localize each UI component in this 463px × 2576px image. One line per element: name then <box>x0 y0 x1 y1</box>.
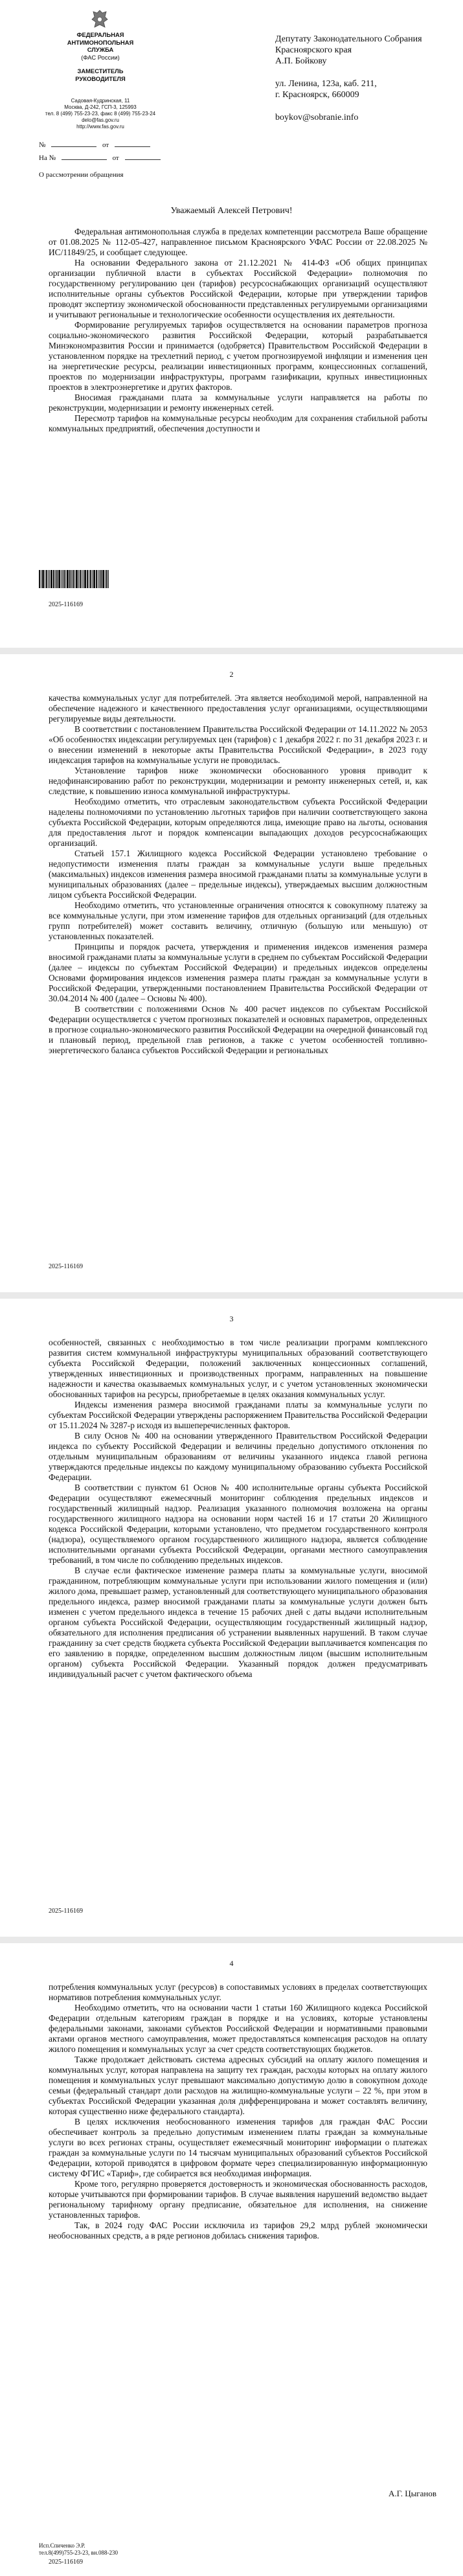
recipient-line: Депутату Законодательного Собрания <box>275 34 422 44</box>
org-address <box>39 98 162 130</box>
document-barcode <box>39 570 136 588</box>
paragraph: В силу Основ № 400 на основании утвержденного Правительством Российской Федерации индекса по субъекту Российской Федерации и величины предельно допустимого отклонения по отдельным муниципальным образованиям от величины указанного индекса главой региона утверждаются предельные индексы по каждому муниципальному образованию субъекта Российской Федерации. <box>49 1431 427 1482</box>
reg-number-label: № <box>39 141 46 149</box>
paragraph: Кроме того, регулярно проверяется достоверность и экономическая обоснованность расходов, которые учитываются при формировании тарифов. В случае выявления нарушений ведомство выдает региональному тарифному органу предписание, обязательное для исполнения, на снижение установленных тарифов. <box>49 2179 427 2220</box>
document-number: 2025-116169 <box>49 601 83 608</box>
paragraph: Индексы изменения размера вносимой гражданами платы за коммунальные услуги по субъектам Российской Федерации утверждены распоряжением Правительства Российской Федерации от 15.11.2024 № 3287-р исходя из вышеперечисленных факторов. <box>49 1400 427 1430</box>
address-line: Садовая-Кудринская, 11 <box>71 98 130 104</box>
coat-of-arms-emblem <box>91 9 109 30</box>
recipient-email: boykov@sobranie.info <box>275 113 359 122</box>
paragraph: Формирование регулируемых тарифов осуществляется на основании параметров прогноза социально-экономического развития Российской Федерации, который разрабатывается Минэкономразвития России и принимается (одобряется) Правительством Российской Федерации в установленном порядке на трехлетний период, с учетом прогнозируемой инфляции и изменения цен на энергетические ресурсы, реализации инвестиционных программ, концессионных соглашений, проектов по модернизации инфраструктуры, программ газификации, крупных инвестиционных проектов в электроэнергетике и других факторов. <box>49 320 427 392</box>
address-line: тел. 8 (499) 755-23-23, факс 8 (499) 755-23-24 <box>45 111 156 117</box>
page-2-body <box>49 693 427 1056</box>
salutation: Уважаемый Алексей Петрович! <box>170 206 293 216</box>
registration-line <box>39 141 150 149</box>
org-line: ФЕДЕРАЛЬНАЯ <box>76 31 124 38</box>
executor-info <box>39 2542 118 2557</box>
page-number: 2 <box>229 670 234 679</box>
page-4-body <box>49 1982 427 2241</box>
org-position <box>39 67 162 82</box>
page-1-body <box>49 227 427 434</box>
paragraph: Необходимо отметить, что на основании части 1 статьи 160 Жилищного кодекса Российской Федерации отдельным категориям граждан в порядке и на условиях, которые установлены федеральными законами, законами субъектов Российской Федерации и нормативными правовыми актами органов местного самоуправления, может предоставляться компенсация расходов на оплату жилого помещения и коммунальных услуг за счет средств соответствующих бюджетов. <box>49 2003 427 2054</box>
page-number: 4 <box>229 1959 234 1968</box>
letter-page-3 <box>0 1299 463 1937</box>
document-number: 2025-116169 <box>49 1263 83 1270</box>
paragraph: Необходимо отметить, что установленные ограничения относятся к совокупному платежу за все коммунальные услуги, при этом изменение тарифов для отдельных организаций (для отдельных групп потребителей) может составить величину, отличную (большую или меньшую) от установленных показателей. <box>49 900 427 941</box>
paragraph: Установление тарифов ниже экономически обоснованного уровня приводит к недофинансированию работ по реконструкции, модернизации и ремонту инженерных сетей, и, как следствие, к повышению износа коммунальной инфраструктуры. <box>49 766 427 796</box>
executor-line: тел.8(499)755-23-23, вн.088-230 <box>39 2549 118 2556</box>
recipient-address-line: г. Красноярск, 660009 <box>275 90 359 100</box>
paragraph: качества коммунальных услуг для потребителей. Эта является необходимой мерой, направленной на обеспечение надежного и качественного предоставления услуг организациями, осуществляющими регулируемые виды деятельности. <box>49 693 427 724</box>
position-line: ЗАМЕСТИТЕЛЬ <box>77 67 124 74</box>
paragraph: На основании Федерального закона от 21.12.2021 № 414-ФЗ «Об общих принципах организации публичной власти в субъектах Российской Федерации» полномочия по государственному регулированию цен (тарифов) ресурсоснабжающих организаций осуществляют исполнительные органы субъектов Российской Федерации, которые при утверждении тарифов проводят экспертизу экономической обоснованности представленных регулируемыми организациями и учитывают региональные и технологические особенности осуществления их деятельности. <box>49 258 427 319</box>
paragraph: Необходимо отметить, что отраслевым законодательством субъекта Российской Федерации наделены полномочиями по установлению льготных тарифов при наличии соответствующего закона субъекта Российской Федерации, которым определяются лица, имеющие право на льготы, основания для предоставления льгот и порядок компенсации выпадающих доходов ресурсоснабжающих организаций. <box>49 797 427 848</box>
address-line: Москва, Д-242, ГСП-3, 125993 <box>64 104 137 110</box>
paragraph: Так, в 2024 году ФАС России исключила из тарифов 29,2 млрд рублей экономически необоснованных средств, а в ряде регионов добилась снижения тарифов. <box>49 2220 427 2240</box>
recipient-address-line: ул. Ленина, 123а, каб. 211, <box>275 79 377 89</box>
paragraph: Также продолжает действовать система адресных субсидий на оплату жилого помещения и коммунальных услуг, которая направлена на защиту тех граждан, расходы которых на оплату жилого помещения и коммунальных услуг превышают максимально допустимую долю в совокупном доходе семьи (федеральный стандарт доли расходов на жилищно-коммунальные услуги – 22 %, при этом в субъектах Российской Федерации указанная доля дифференцирована и может составлять величину, которая существенно ниже федерального стандарта). <box>49 2055 427 2116</box>
letter-page-1 <box>0 0 463 648</box>
org-line: АНТИМОНОПОЛЬНАЯ <box>67 38 134 46</box>
paragraph: Пересмотр тарифов на коммунальные ресурсы необходим для сохранения стабильной работы коммунальных предприятий, обеспечения доступности и <box>49 413 427 433</box>
address-line: http://www.fas.gov.ru <box>76 124 124 130</box>
letter-page-4 <box>0 1943 463 2576</box>
paragraph: Принципы и порядок расчета, утверждения и применения индексов изменения размера вносимой гражданами платы за коммунальные услуги в среднем по субъектам Российской Федерации (далее – индексы по субъектам Российской Федерации) и предельных индексов определены Основами формирования индексов изменения размера платы граждан за коммунальные услуги в Российской Федерации, утвержденными постановлением Правительства Российской Федерации от 30.04.2014 № 400 (далее – Основы № 400). <box>49 942 427 1003</box>
org-name <box>39 31 162 61</box>
document-number: 2025-116169 <box>49 2559 83 2566</box>
paragraph: В целях исключения необоснованного изменения тарифов для граждан ФАС России обеспечивает контроль за предельно допустимым изменением платы граждан за коммунальные услуги во всех регионах страны, осуществляет ежемесячный мониторинг информации о платежах граждан за коммунальные услуги по 14 тысячам муниципальных образований субъектов Российской Федерации, которой приводятся в цифровом формате через специализированную информационную систему ФГИС «Тариф», где собирается вся необходимая информация. <box>49 2117 427 2178</box>
ref-date-label: от <box>112 154 119 162</box>
paragraph: В соответствии с положениями Основ № 400 расчет индексов по субъектам Российской Федерации осуществляется с учетом прогнозных показателей и основных параметров, определенных в прогнозе социально-экономического развития Российской Федерации на очередной финансовый год и плановый период, предельной глав регионов, а также с учетом особенностей топливно-энергетического баланса субъектов Российской Федерации и региональных <box>49 1004 427 1055</box>
document-number: 2025-116169 <box>49 1908 83 1915</box>
paragraph: особенностей, связанных с необходимостью в том числе реализации программ комплексного развития систем коммунальной инфраструктуры муниципальных образований соответствующего субъекта Российской Федерации, положений заключенных концессионных соглашений, утвержденных инвестиционных и производственных программ, направленных на повышение надежности и качества оказываемых коммунальных услуг, и с учетом установленных экономически обоснованных тарифов на ресурсы, приобретаемые в целях оказания коммунальных услуг. <box>49 1338 427 1399</box>
paragraph: потребления коммунальных услуг (ресурсов) в сопоставимых условиях в пределах соответствующих нормативов потребления коммунальных услуг. <box>49 1982 427 2002</box>
recipient-line: Красноярского края <box>275 45 352 55</box>
page-3-body <box>49 1338 427 1680</box>
recipient-line: А.П. Бойкову <box>275 56 327 66</box>
paragraph: В соответствии с постановлением Правительства Российской Федерации от 14.11.2022 № 2053 «Об особенностях индексации регулируемых цен (тарифов) с 1 декабря 2022 г. по 31 декабря 2023 г. и о внесении изменений в некоторые акты Правительства Российской Федерации», в 2023 году индексация тарифов на коммунальные услуги не проводилась. <box>49 724 427 765</box>
paragraph: Вносимая гражданами плата за коммунальные услуги направляется на работы по реконструкции, модернизации и ремонту инженерных сетей. <box>49 393 427 413</box>
executor-line: Исп.Спиченко Э.Р. <box>39 2542 85 2549</box>
ref-number-label: На № <box>39 154 56 162</box>
reg-date-label: от <box>102 141 109 149</box>
recipient-block <box>275 34 422 123</box>
paragraph: В соответствии с пунктом 61 Основ № 400 исполнительные органы субъекта Российской Федерации осуществляют ежемесячный мониторинг соблюдения предельных индексов и государственный жилищный надзор. Реализация указанного полномочия возложена на органы государственного жилищного надзора на основании норм частей 16 и 17 статьи 20 Жилищного кодекса Российской Федерации, которыми установлено, что предметом государственного контроля (надзора), осуществляемого органом государственного жилищного надзора, является соблюдение исполнительными органами субъекта Российской Федерации, органами местного самоуправления требований, в том числе по соблюдению предельных индексов. <box>49 1483 427 1565</box>
org-line: СЛУЖБА <box>87 46 114 53</box>
paragraph: Статьей 157.1 Жилищного кодекса Российской Федерации установлено требование о недопустимости изменения платы граждан за коммунальные услуги выше предельных (максимальных) индексов изменения размера вносимой гражданами платы за коммунальные услуги в муниципальных образованиях (далее – предельные индексы), утверждаемых высшим должностным лицом субъекта Российской Федерации. <box>49 849 427 900</box>
position-line: РУКОВОДИТЕЛЯ <box>75 74 126 82</box>
letter-subject: О рассмотрении обращения <box>39 171 124 179</box>
paragraph: Федеральная антимонопольная служба в пределах компетенции рассмотрела Ваше обращение от 01.08.2025 № 112-05-427, направленное письмом Красноярского УФАС России от 22.08.2025 № ИС/11849/25, и сообщает следующее. <box>49 227 427 257</box>
letter-page-2 <box>0 654 463 1292</box>
signature-name: А.Г. Цыганов <box>389 2489 437 2498</box>
address-line: delo@fas.gov.ru <box>82 117 119 123</box>
paragraph: В случае если фактическое изменение размера платы за коммунальные услуги, вносимой гражданином, потребляющим коммунальные услуги при использовании жилого помещения и (или) жилого дома, превышает размер, установленный для соответствующего муниципального образования предельного индекса, размер вносимой гражданами платы за коммунальные услуги должен быть изменен с учетом предельного индекса в течение 15 рабочих дней с даты выдачи исполнительным органом субъекта Российской Федерации, осуществляющим государственный жилищный надзор, обязательного для исполнения предписания об устранении выявленных нарушений. В таком случае гражданину за счет средств бюджета субъекта Российской Федерации выплачивается компенсация по его заявлению в порядке, определенном высшим должностным лицом (высшим исполнительным органом) субъекта Российской Федерации. Указанный порядок должен предусматривать индивидуальный расчет с учетом фактического объема <box>49 1566 427 1679</box>
org-line: (ФАС России) <box>81 53 120 61</box>
page-number: 3 <box>229 1314 234 1323</box>
reference-line <box>39 154 161 162</box>
